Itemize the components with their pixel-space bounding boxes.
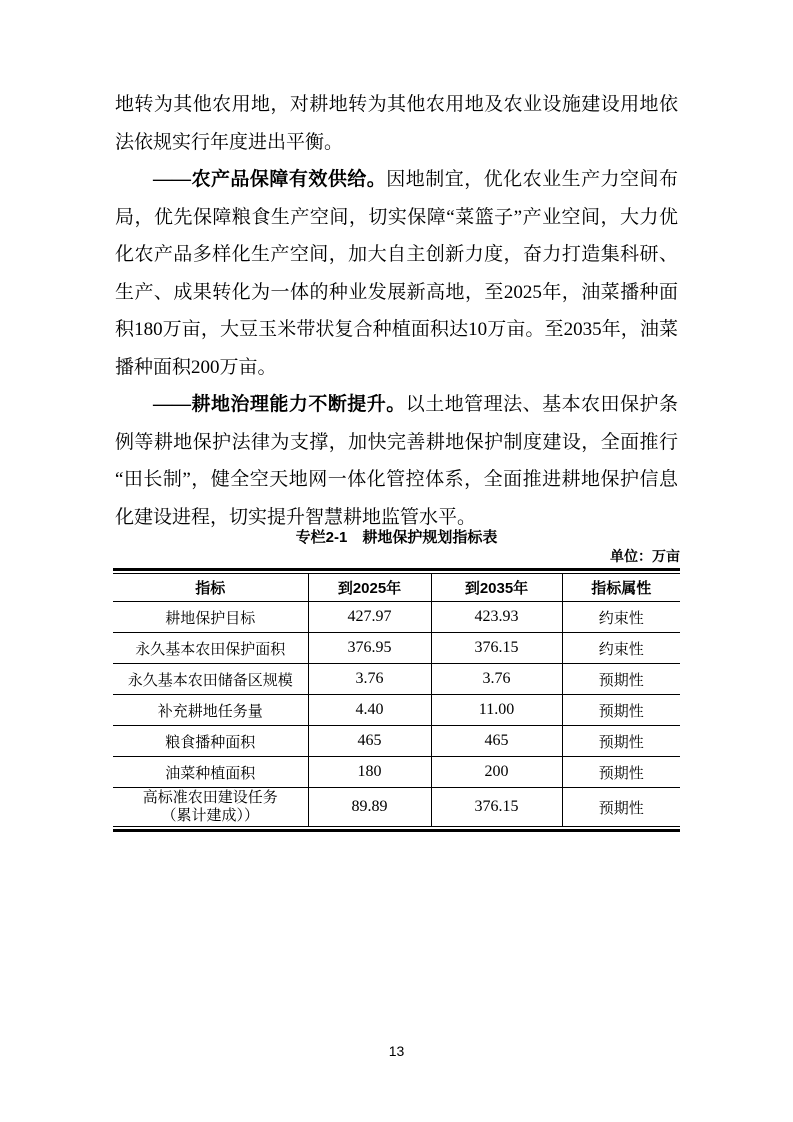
cell-attribute: 约束性 xyxy=(562,602,680,633)
cell-indicator-line1: 高标准农田建设任务 xyxy=(142,790,278,806)
cell-attribute: 预期性 xyxy=(562,664,680,695)
cell-indicator xyxy=(113,788,308,827)
paragraph-lead: ——耕地治理能力不断提升。 xyxy=(153,394,406,415)
body-text xyxy=(115,86,678,536)
cell-indicator: 永久基本农田保护面积 xyxy=(113,633,308,664)
cell-2035: 376.15 xyxy=(431,633,562,664)
paragraph-governance xyxy=(115,386,678,536)
cell-2035: 376.15 xyxy=(431,788,562,827)
cell-2025: 4.40 xyxy=(308,695,431,726)
cell-indicator: 补充耕地任务量 xyxy=(113,695,308,726)
cell-indicator: 粮食播种面积 xyxy=(113,726,308,757)
paragraph-text: 地转为其他农用地，对耕地转为其他农用地及农业设施建设用地依法依规实行年度进出平衡。 xyxy=(115,94,678,153)
table-title: 专栏2-1 耕地保护规划指标表 xyxy=(295,529,498,546)
cell-attribute: 约束性 xyxy=(562,633,680,664)
cell-indicator: 永久基本农田储备区规模 xyxy=(113,664,308,695)
table-row xyxy=(113,726,680,757)
table-row xyxy=(113,633,680,664)
cell-2035: 11.00 xyxy=(431,695,562,726)
paragraph-text: 因地制宜，优化农业生产力空间布局，优先保障粮食生产空间，切实保障“菜篮子”产业空间，大力优化农产品多样化生产空间，加大自主创新力度，奋力打造集科研、生产、成果转化为一体的种业发展新高地，至2025年，油菜播种面积180万亩，大豆玉米带状复合种植面积达10万亩。至2035年，油菜播种面积200万亩。 xyxy=(115,169,678,378)
cell-2035: 465 xyxy=(431,726,562,757)
table-row xyxy=(113,664,680,695)
header-2035: 到2035年 xyxy=(431,574,562,602)
indicator-table-wrapper xyxy=(113,568,680,832)
paragraph-agri-supply xyxy=(115,161,678,386)
cell-2025: 3.76 xyxy=(308,664,431,695)
cell-2025: 376.95 xyxy=(308,633,431,664)
indicator-table xyxy=(113,573,680,827)
paragraph-text: 以土地管理法、基本农田保护条例等耕地保护法律为支撑，加快完善耕地保护制度建设，全面推行“田长制”，健全空天地网一体化管控体系，全面推进耕地保护信息化建设进程，切实提升智慧耕地监管水平。 xyxy=(115,394,678,528)
table-row xyxy=(113,695,680,726)
cell-indicator: 油菜种植面积 xyxy=(113,757,308,788)
cell-indicator: 耕地保护目标 xyxy=(113,602,308,633)
cell-attribute: 预期性 xyxy=(562,788,680,827)
page-number: 13 xyxy=(388,1043,405,1059)
table-row xyxy=(113,788,680,827)
cell-attribute: 预期性 xyxy=(562,726,680,757)
header-attribute: 指标属性 xyxy=(562,574,680,602)
cell-2035: 200 xyxy=(431,757,562,788)
cell-2025: 180 xyxy=(308,757,431,788)
paragraph-continuation xyxy=(115,86,678,161)
cell-indicator-line2: （累计建成）） xyxy=(161,808,259,824)
table-header-row xyxy=(113,574,680,602)
cell-2035: 423.93 xyxy=(431,602,562,633)
cell-2025: 465 xyxy=(308,726,431,757)
cell-2035: 3.76 xyxy=(431,664,562,695)
cell-2025: 427.97 xyxy=(308,602,431,633)
table-row xyxy=(113,602,680,633)
header-indicator: 指标 xyxy=(113,574,308,602)
table-unit-label: 单位：万亩 xyxy=(610,548,680,564)
cell-2025: 89.89 xyxy=(308,788,431,827)
table-row xyxy=(113,757,680,788)
cell-attribute: 预期性 xyxy=(562,695,680,726)
header-2025: 到2025年 xyxy=(308,574,431,602)
cell-attribute: 预期性 xyxy=(562,757,680,788)
paragraph-lead: ——农产品保障有效供给。 xyxy=(153,169,387,190)
